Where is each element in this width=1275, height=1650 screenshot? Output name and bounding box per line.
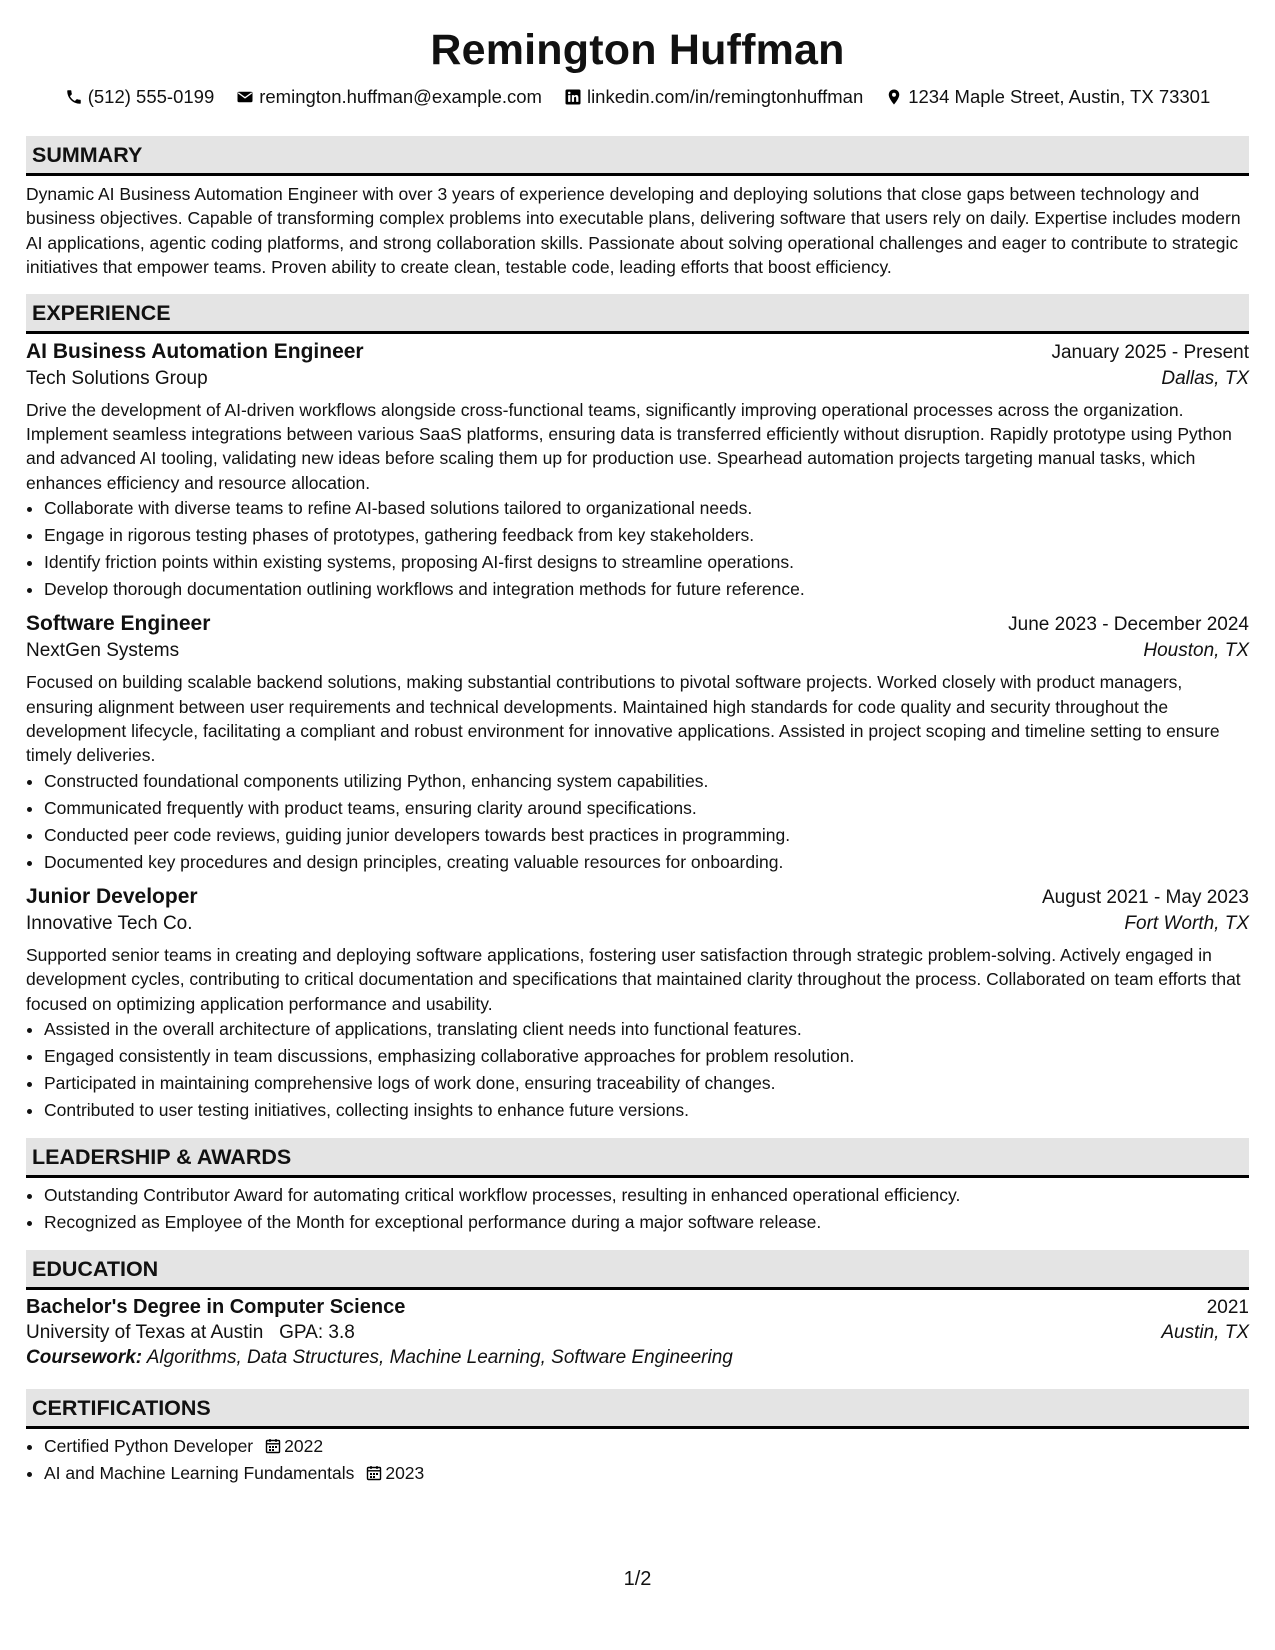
school-location: Austin, TX (1161, 1322, 1249, 1344)
phone-icon (65, 88, 83, 106)
gpa: GPA: 3.8 (279, 1322, 355, 1344)
list-item: • Documented key procedures and design principles, creating valuable resources for onboarding. (44, 849, 1249, 876)
calendar-icon (366, 1465, 382, 1481)
job-company: NextGen Systems (26, 640, 180, 662)
list-item: • Identify friction points within existing systems, proposing AI-first designs to streamline operations. (44, 549, 1249, 576)
school-name: University of Texas at Austin (26, 1322, 264, 1344)
job-bullets (26, 1016, 1249, 1124)
job-title: Software Engineer (26, 612, 211, 636)
job-entry (26, 340, 1249, 604)
list-item: • Conducted peer code reviews, guiding junior developers towards best practices in programming. (44, 822, 1249, 849)
graduation-year: 2021 (1206, 1297, 1249, 1319)
certifications-heading: CERTIFICATIONS (26, 1389, 1249, 1429)
cert-year: 2022 (284, 1436, 324, 1457)
degree-title: Bachelor's Degree in Computer Science (26, 1296, 406, 1319)
list-item: • Recognized as Employee of the Month for exceptional performance during a major software release. (44, 1209, 1249, 1236)
contact-address (885, 86, 1210, 108)
job-dates: January 2025 - Present (1051, 341, 1249, 363)
cert-name: AI and Machine Learning Fundamentals (44, 1463, 355, 1484)
school-line (26, 1322, 355, 1344)
resume-page (26, 18, 1249, 1487)
summary-text: Dynamic AI Business Automation Engineer with over 3 years of experience developing and deploying solutions that close gaps between technology and business objectives. Capable of transforming complex problems into executable plans, delivering software that users rely on daily. Expertise includes modern AI applications, agentic coding platforms, and strong collaboration skills. Passionate about solving operational challenges and eager to contribute to strategic initiatives that empower teams. Proven ability to create clean, testable code, leading efforts that boost efficiency. (26, 184, 1241, 278)
list-item: • Communicated frequently with product teams, ensuring clarity around specifications. (44, 795, 1249, 822)
coursework-label: Coursework: (26, 1347, 143, 1369)
education-entry (26, 1296, 1249, 1369)
job-location: Fort Worth, TX (1124, 912, 1249, 934)
contact-linkedin[interactable] (564, 86, 863, 108)
experience-heading: EXPERIENCE (26, 294, 1249, 334)
job-company: Innovative Tech Co. (26, 912, 193, 934)
job-title: AI Business Automation Engineer (26, 339, 364, 363)
contact-bar (26, 82, 1249, 112)
linkedin-icon (564, 88, 582, 106)
page-number: 1/2 (623, 1568, 652, 1590)
coursework-line (26, 1347, 1249, 1369)
calendar-icon (265, 1438, 281, 1454)
list-item: • Outstanding Contributor Award for automating critical workflow processes, resulting in enhanced operational efficiency. (44, 1182, 1249, 1209)
list-item: • Engage in rigorous testing phases of prototypes, gathering feedback from key stakeholders. (44, 522, 1249, 549)
job-description: Supported senior teams in creating and deploying software applications, fostering user satisfaction through strategic problem-solving. Actively engaged in development cycles, contributing to critical documentation and specifications that maintained clarity throughout the process. Collaborated on team efforts that focused on optimizing application performance and usability. (26, 944, 1241, 1014)
job-entry (26, 885, 1249, 1124)
list-item (44, 1433, 1249, 1460)
linkedin-text[interactable]: linkedin.com/in/remingtonhuffman (586, 86, 864, 107)
map-pin-icon (885, 88, 903, 106)
list-item: • Engaged consistently in team discussions, emphasizing collaborative approaches for problem resolution. (44, 1043, 1249, 1070)
job-location: Dallas, TX (1161, 367, 1249, 389)
list-item: • Develop thorough documentation outlining workflows and integration methods for future reference. (44, 576, 1249, 603)
cert-name: Certified Python Developer (44, 1436, 254, 1457)
certifications-list (26, 1433, 1249, 1487)
list-item: • Participated in maintaining comprehensive logs of work done, ensuring traceability of changes. (44, 1070, 1249, 1097)
job-description: Drive the development of AI-driven workflows alongside cross-functional teams, significantly improving operational processes across the organization. Implement seamless integrations between various SaaS platforms, ensuring data is transferred efficiently without disruption. Rapidly prototype using Python and advanced AI tooling, validating new ideas before scaling them up for production use. Spearhead automation projects targeting manual tasks, which enhances efficiency and resource allocation. (26, 399, 1232, 493)
job-dates: June 2023 - December 2024 (1008, 614, 1249, 636)
job-bullets (26, 768, 1249, 876)
list-item: • Constructed foundational components utilizing Python, enhancing system capabilities. (44, 768, 1249, 795)
job-bullets (26, 495, 1249, 603)
email-text[interactable]: remington.huffman@example.com (259, 86, 542, 107)
job-dates: August 2021 - May 2023 (1041, 886, 1249, 908)
job-title: Junior Developer (26, 884, 198, 908)
job-location: Houston, TX (1143, 640, 1249, 662)
contact-email[interactable] (236, 86, 542, 108)
job-company: Tech Solutions Group (26, 367, 208, 389)
list-item: • Assisted in the overall architecture of applications, translating client needs into functional features. (44, 1016, 1249, 1043)
education-heading: EDUCATION (26, 1250, 1249, 1290)
job-description: Focused on building scalable backend solutions, making substantial contributions to pivotal software projects. Worked closely with product managers, ensuring alignment between user requirements and technical developments. Maintained high standards for code quality and security throughout the development lifecycle, facilitating a compliant and robust environment for innovative applications. Assisted in project scoping and timeline setting to ensure timely deliveries. (26, 672, 1220, 766)
phone-text: (512) 555-0199 (87, 86, 215, 107)
envelope-icon (236, 88, 254, 106)
leadership-list (26, 1182, 1249, 1236)
leadership-heading: LEADERSHIP & AWARDS (26, 1138, 1249, 1178)
list-item: • Collaborate with diverse teams to refine AI-based solutions tailored to organizational needs. (44, 495, 1249, 522)
contact-phone (65, 86, 215, 108)
coursework-text: Algorithms, Data Structures, Machine Learning, Software Engineering (146, 1347, 733, 1369)
candidate-name: Remington Huffman (430, 26, 845, 74)
job-entry (26, 612, 1249, 876)
cert-year: 2023 (385, 1463, 425, 1484)
list-item (44, 1460, 1249, 1487)
summary-heading: SUMMARY (26, 136, 1249, 176)
address-text: 1234 Maple Street, Austin, TX 73301 (908, 86, 1211, 107)
list-item: • Contributed to user testing initiatives, collecting insights to enhance future versions. (44, 1097, 1249, 1124)
